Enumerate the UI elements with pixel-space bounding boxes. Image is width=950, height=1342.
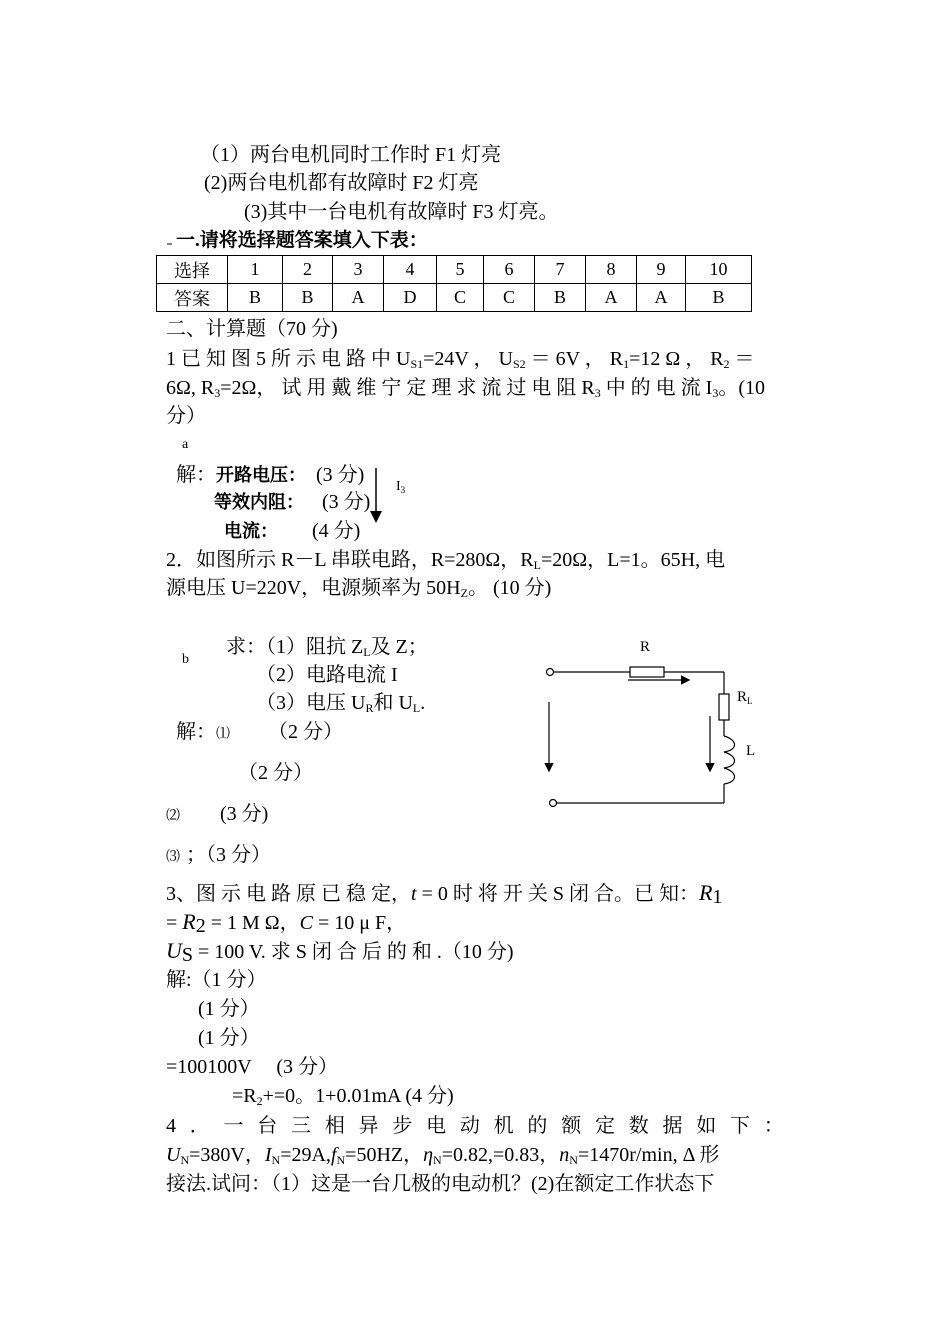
- q3-solution-5: $=R_2+=0$。1+0.01mA (4 分): [232, 1085, 454, 1108]
- figure-label-b: b: [182, 652, 189, 667]
- table-cell: 7: [535, 256, 586, 284]
- table-cell: B: [283, 284, 333, 312]
- q3-line-1: 3、图 示 电 路 原 已 稳 定，t = 0 时 将 开 关 S 闭 合。已 知：$R_1$: [166, 880, 723, 908]
- q2-line-2: 源电压 U=220V，电源频率为 $50H_Z$。 (10 分): [166, 577, 552, 600]
- q1-solution-current: 电流： (4 分): [224, 520, 361, 542]
- q1-line-2: 6Ω, $R_3=2\Omega$， 试 用 戴 维 宁 定 理 求 流 过 电 阻 $R_3$ 中 的 电 流 $I_3$。(10: [166, 377, 766, 400]
- condition-line-2: (2)两台电机都有故障时 F2 灯亮: [204, 172, 479, 194]
- q2-solution-1: 解：⑴ （2 分）: [176, 721, 343, 743]
- table-cell: B: [535, 284, 586, 312]
- row-label: 答案: [157, 284, 228, 312]
- figure-label-a: a: [182, 437, 189, 452]
- table-cell: 10: [686, 256, 752, 284]
- q3-solution-4: =100100V (3 分）: [166, 1056, 339, 1078]
- table-cell: 6: [484, 256, 535, 284]
- table-cell: 3: [333, 256, 384, 284]
- table-cell: 8: [586, 256, 637, 284]
- q3-solution-1: 解:（1 分）: [166, 969, 267, 991]
- resistor-rl: [719, 694, 729, 720]
- terminal-top: [547, 669, 554, 676]
- q3-solution-2: (1 分）: [198, 998, 260, 1020]
- condition-line-3: (3)其中一台电机有故障时 F3 灯亮。: [244, 201, 559, 223]
- table-cell: 4: [384, 256, 437, 284]
- terminal-bottom: [550, 800, 557, 807]
- rl-circuit-diagram: [547, 667, 735, 807]
- q4-line-1: 4 ． 一 台 三 相 异 步 电 动 机 的 额 定 数 据 如 下 ：: [166, 1115, 784, 1137]
- table-cell: A: [333, 284, 384, 312]
- q1-line-1: 1 已 知 图 5 所 示 电 路 中 $U_{S1}=24V$ ， $U_{S2} = 6V$ ， $R_1=12$ Ω ， $R_2$ ＝: [166, 348, 755, 371]
- q2-ask-1: 求：（1）阻抗 $Z_L$及 Z；: [226, 636, 428, 659]
- i3-label: $I_3$: [396, 479, 406, 495]
- q2-line-1: 2．如图所示 R－L 串联电路，R=280Ω，$R_L=20\Omega$，L=1。65H, 电: [166, 549, 726, 572]
- table-cell: 9: [637, 256, 686, 284]
- section-one-heading: 一.请将选择题答案填入下表：: [176, 230, 428, 251]
- table-cell: A: [586, 284, 637, 312]
- q2-solution-1b: （2 分）: [238, 762, 313, 784]
- q2-solution-3: ⑶ ；（3 分）: [166, 844, 271, 866]
- q1-solution-open-voltage: 解：开路电压： (3 分): [176, 464, 365, 486]
- resistor-r: [630, 667, 664, 677]
- table-cell: C: [484, 284, 535, 312]
- table-cell: C: [437, 284, 484, 312]
- table-cell: 2: [283, 256, 333, 284]
- q1-line-3: 分）: [166, 405, 206, 427]
- section-two-heading: 二、计算题（70 分): [166, 318, 338, 340]
- q1-solution-eq-resistance: 等效内阻： (3 分): [214, 491, 371, 513]
- q2-ask-2: （2）电路电流 I: [256, 664, 398, 686]
- table-cell: A: [637, 284, 686, 312]
- circuit-label-rl: $R_L$: [737, 689, 753, 706]
- condition-line-1: （1）两台电机同时工作时 F1 灯亮: [200, 144, 502, 166]
- q3-line-2: = $R_2 = 1$ M Ω，C = 10 μ F，: [166, 909, 407, 937]
- circuit-label-r: R: [640, 639, 651, 655]
- table-cell: 1: [228, 256, 283, 284]
- table-cell: B: [686, 284, 752, 312]
- q3-line-3: $U_S = 100$ V. 求 S 闭 合 后 的 和 .（10 分): [166, 938, 514, 966]
- q4-line-3: 接法.试问：（1）这是一台几极的电动机？(2)在额定工作状态下: [166, 1173, 715, 1195]
- q2-solution-2: ⑵ (3 分): [166, 803, 269, 825]
- row-label: 选择: [157, 256, 228, 284]
- table-cell: D: [384, 284, 437, 312]
- q3-solution-3: (1 分）: [198, 1027, 260, 1049]
- q4-line-2: $U_N=380V$，$I_N=29A,f_N=50HZ$，$\eta_N=0.82,=0.83$，$n_N=1470r/\min$, Δ 形: [166, 1144, 720, 1167]
- table-cell: 5: [437, 256, 484, 284]
- table-cell: B: [228, 284, 283, 312]
- q2-ask-3: （3）电压 $U_R$和 $U_L$.: [256, 692, 426, 715]
- circuit-label-l: L: [746, 743, 756, 759]
- inductor-l: [724, 736, 735, 784]
